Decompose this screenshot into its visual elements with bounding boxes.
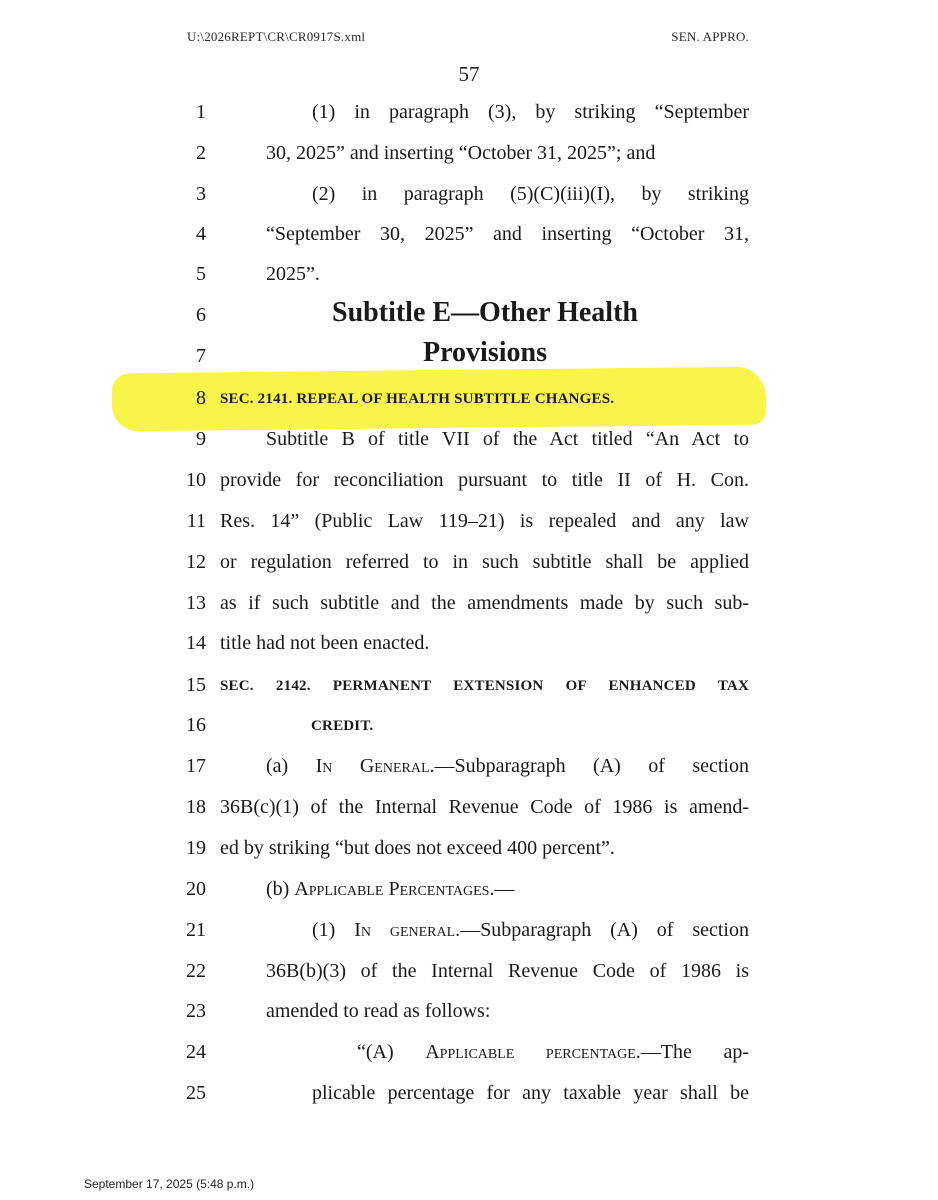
line-text: provide for reconciliation pursuant to title II of H. Con. [220,469,749,491]
line-number: 1 [196,101,206,123]
line-number: 2 [196,142,206,164]
line-text: 36B(b)(3) of the Internal Revenue Code of 1986 is [266,960,749,982]
line-text: “(A) Applicable percentage.—The ap- [357,1041,750,1063]
line-text: or regulation referred to in such subtitle shall be applied [220,551,749,573]
line-text: (b) Applicable Percentages.— [266,878,515,900]
line-text: plicable percentage for any taxable year shall be [312,1082,749,1104]
section-heading: SEC. 2142. PERMANENT EXTENSION OF ENHANCED TAX [220,678,749,694]
section-heading: SEC. 2141. REPEAL OF HEALTH SUBTITLE CHANGES. [220,391,615,407]
line-text: amended to read as follows: [266,1000,491,1022]
line-number: 6 [196,304,206,326]
subtitle-heading: Subtitle E—Other Health [332,297,638,328]
line-number: 12 [186,551,206,573]
line-text: Res. 14” (Public Law 119–21) is repealed and any law [220,510,749,532]
line-number: 24 [186,1041,206,1063]
line-number: 23 [186,1000,206,1022]
line-number: 21 [186,919,206,941]
line-number: 7 [196,345,206,367]
line-number: 11 [186,510,206,532]
line-number: 25 [186,1082,206,1104]
line-text: (2) in paragraph (5)(C)(iii)(I), by striking [312,183,749,205]
line-text: (a) In General.—Subparagraph (A) of section [266,755,749,777]
page-number: 57 [458,62,480,86]
line-number: 4 [196,223,206,245]
line-text: 36B(c)(1) of the Internal Revenue Code of 1986 is amend- [220,796,749,818]
line-text: (1) In general.—Subparagraph (A) of section [312,919,749,941]
line-number: 19 [186,837,206,859]
line-text: title had not been enacted. [220,632,430,654]
line-number: 14 [186,632,206,654]
line-text: 30, 2025” and inserting “October 31, 2025”; and [266,142,656,164]
line-text: ed by striking “but does not exceed 400 percent”. [220,837,615,859]
line-number: 20 [186,878,206,900]
line-number: 3 [196,183,206,205]
line-number: 17 [186,755,206,777]
line-number: 18 [186,796,206,818]
line-number: 13 [186,592,206,614]
section-heading: CREDIT. [311,718,374,734]
line-number: 22 [186,960,206,982]
line-text: Subtitle B of title VII of the Act titled “An Act to [266,428,749,450]
line-text: 2025”. [266,263,320,285]
line-number: 10 [186,469,206,491]
line-number: 8 [196,387,206,409]
file-path-header: U:\2026REPT\CR\CR0917S.xml [187,29,366,44]
footer-timestamp: September 17, 2025 (5:48 p.m.) [84,1177,255,1191]
line-text: as if such subtitle and the amendments made by such sub- [220,592,749,614]
committee-header: SEN. APPRO. [671,29,749,44]
subtitle-heading: Provisions [423,337,547,368]
line-number: 5 [196,263,206,285]
line-text: “September 30, 2025” and inserting “October 31, [266,223,749,245]
line-text: (1) in paragraph (3), by striking “September [312,101,749,123]
line-number: 16 [186,714,206,736]
line-number: 9 [196,428,206,450]
line-number: 15 [186,674,206,696]
